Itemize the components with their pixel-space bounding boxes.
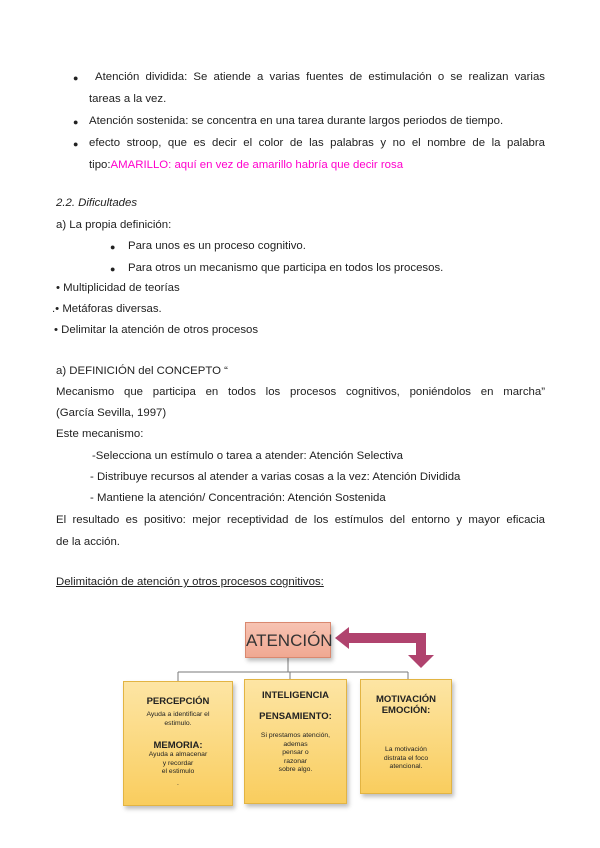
difficulties-intro: a) La propia definición: <box>56 219 172 231</box>
result-paragraph: El resultado es positivo: mejor receptividad de los estímulos del entorno y mayor eficacia <box>56 514 545 526</box>
thinking-text-2: ademas <box>283 740 308 748</box>
perception-memory-box <box>123 681 233 806</box>
delimitation-heading: Delimitación de atención y otros procesos cognitivos: <box>56 576 324 588</box>
motivation-emotion-box <box>360 679 452 794</box>
attention-box: ATENCIÓN <box>245 622 331 658</box>
perception-title: PERCEPCIÓN <box>146 696 210 707</box>
motivation-title: MOTIVACIÓN <box>376 694 436 705</box>
difficulty-subbullet-1: Para unos es un proceso cognitivo. <box>128 240 306 252</box>
section-title: 2.2. Dificultades <box>56 197 138 209</box>
mechanism-item-1: -Selecciona un estímulo o tarea a atender: Atención Selectiva <box>92 450 403 462</box>
difficulty-item-1: • Multiplicidad de teorías <box>56 282 180 294</box>
bullet-sustained-attention: Atención sostenida: se concentra en una tarea durante largos periodos de tiempo. <box>89 115 504 127</box>
bullet-dot: ● <box>73 73 79 83</box>
mechanism-item-3: - Mantiene la atención/ Concentración: Atención Sostenida <box>90 492 386 504</box>
bullet-dot: ● <box>73 139 79 149</box>
memory-title: MEMORIA: <box>153 740 203 751</box>
motivation-text-1: La motivación <box>385 746 427 753</box>
thinking-text-4: razonar <box>283 757 308 765</box>
feedback-arrow <box>345 633 434 668</box>
definition-quote: Mecanismo que participa en todos los procesos cognitivos, poniéndolos en marcha” <box>56 386 545 398</box>
thinking-text-3: pensar o <box>282 749 309 756</box>
thinking-title: PENSAMIENTO: <box>259 711 332 722</box>
perception-text-1: Ayuda a identificar el <box>146 711 210 718</box>
memory-text-2: y recordar <box>162 759 194 767</box>
bullet-divided-attention: Atención dividida: Se atiende a varias fuentes de estimulación o se realizan varias <box>95 71 545 83</box>
bullet-dot: ● <box>110 264 116 274</box>
result-paragraph-cont: de la acción. <box>56 536 120 548</box>
difficulty-item-2: .• Metáforas diversas. <box>52 303 162 315</box>
perception-text-2: estimulo. <box>164 719 192 727</box>
bullet-divided-attention-cont: tareas a la vez. <box>89 93 167 105</box>
motivation-text-2: distrata el foco <box>383 754 429 762</box>
definition-citation: (García Sevilla, 1997) <box>56 407 167 419</box>
motivation-text-3: atencional. <box>389 763 423 770</box>
thinking-text-5: sobre algo. <box>278 766 313 773</box>
definition-heading: a) DEFINICIÓN del CONCEPTO “ <box>56 365 228 377</box>
bullet-dot: ● <box>73 117 79 127</box>
memory-text-3: el estimulo <box>161 768 195 775</box>
arrow-head-left <box>335 627 349 649</box>
emotion-title: EMOCIÓN: <box>381 705 431 716</box>
memory-text-1: Ayuda a almacenar <box>148 751 208 758</box>
difficulty-item-3: • Delimitar la atención de otros procesos <box>54 324 259 336</box>
bullet-stroop-cont: tipo:AMARILLO: aquí en vez de amarillo habría que decir rosa <box>89 159 404 171</box>
bullet-stroop: efecto stroop, que es decir el color de las palabras y no el nombre de la palabra <box>89 137 545 149</box>
mechanism-item-2: - Distribuye recursos al atender a varias cosas a la vez: Atención Dividida <box>90 471 461 483</box>
intelligence-title: INTELIGENCIA <box>261 690 330 701</box>
thinking-text-1: Si prestamos atención, <box>260 732 331 739</box>
intelligence-thinking-box <box>244 679 347 804</box>
bullet-dot: ● <box>110 242 116 252</box>
difficulty-subbullet-2: Para otros un mecanismo que participa en todos los procesos. <box>128 262 444 274</box>
memory-dot: . <box>177 779 179 787</box>
mechanism-intro: Este mecanismo: <box>56 428 144 440</box>
